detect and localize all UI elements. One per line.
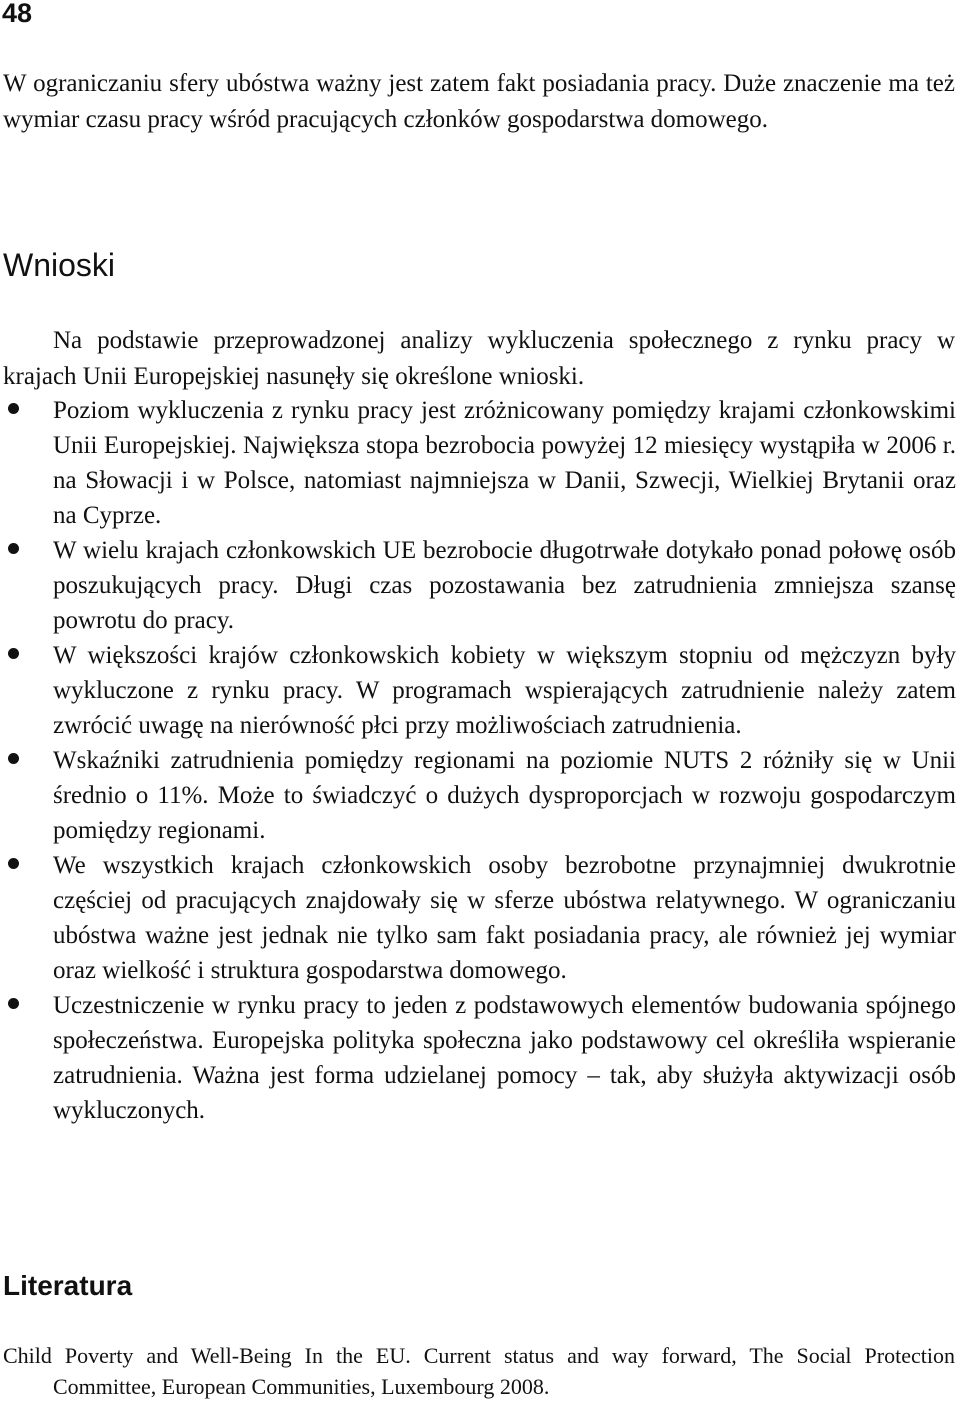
page-number: 48 [2, 0, 33, 28]
intro-paragraph: W ograniczaniu sfery ubóstwa ważny jest zatem fakt posiadania pracy. Duże znaczenie ma też wymiar czasu pracy wśród pracujących członków gospodarstwa domowego. [3, 70, 955, 133]
conclusion-item [0, 393, 960, 533]
conclusion-item [0, 848, 960, 988]
section-heading-wnioski: Wnioski [3, 247, 116, 283]
bullet-icon [8, 753, 19, 764]
conclusion-text: Uczestniczenie w rynku pracy to jeden z podstawowych elementów budowania spójnego społeczeństwa. Europejska polityka społeczna jako podstawowy cel określiła wspieranie zatrudnienia. Ważna jest forma udzielanej pomocy – tak, aby służyła aktywizacji osób wykluczonych. [53, 992, 956, 1124]
bullet-icon [8, 648, 19, 659]
bullet-icon [8, 403, 19, 414]
conclusion-text: Poziom wykluczenia z rynku pracy jest zróżnicowany pomiędzy krajami członkowskimi Unii Europejskiej. Największa stopa bezrobocia powyżej 12 miesięcy wystąpiła w 2006 r. na Słowacji i w Polsce, natomiast najmniejsza w Danii, Szwecji, Wielkiej Brytanii oraz na Cyprze. [53, 397, 956, 529]
conclusion-item [0, 638, 960, 743]
reference-entry: Child Poverty and Well-Being In the EU. Current status and way forward, The Social Protection Committee, European Communities, Luxembourg 2008. [3, 1343, 955, 1399]
conclusion-item [0, 533, 960, 638]
wnioski-intro-paragraph: Na podstawie przeprowadzonej analizy wykluczenia społecznego z rynku pracy w krajach Unii Europejskiej nasunęły się określone wnioski. [3, 327, 955, 390]
bullet-icon [8, 998, 19, 1009]
conclusion-text: We wszystkich krajach członkowskich osoby bezrobotne przynajmniej dwukrotnie częściej od pracujących znajdowały się w sferze ubóstwa relatywnego. W ograniczaniu ubóstwa ważne jest jednak nie tylko sam fakt posiadania pracy, ale również jej wymiar oraz wielkość i struktura gospodarstwa domowego. [53, 852, 956, 984]
conclusion-item [0, 743, 960, 848]
conclusion-item [0, 988, 960, 1128]
conclusion-text: Wskaźniki zatrudnienia pomiędzy regionami na poziomie NUTS 2 różniły się w Unii średnio o 11%. Może to świadczyć o dużych dysproporcjach w rozwoju gospodarczym pomiędzy regionami. [53, 747, 956, 844]
bullet-icon [8, 543, 19, 554]
conclusion-text: W wielu krajach członkowskich UE bezrobocie długotrwałe dotykało ponad połowę osób poszukujących pracy. Długi czas pozostawania bez zatrudnienia zmniejsza szansę powrotu do pracy. [53, 537, 956, 634]
conclusion-text: W większości krajów członkowskich kobiety w większym stopniu od mężczyzn były wykluczone z rynku pracy. W programach wspierających zatrudnienie należy zatem zwrócić uwagę na nierówność płci przy możliwościach zatrudnienia. [53, 642, 956, 739]
bullet-icon [8, 858, 19, 869]
conclusions-list [0, 393, 960, 1128]
section-heading-literatura: Literatura [3, 1270, 133, 1301]
